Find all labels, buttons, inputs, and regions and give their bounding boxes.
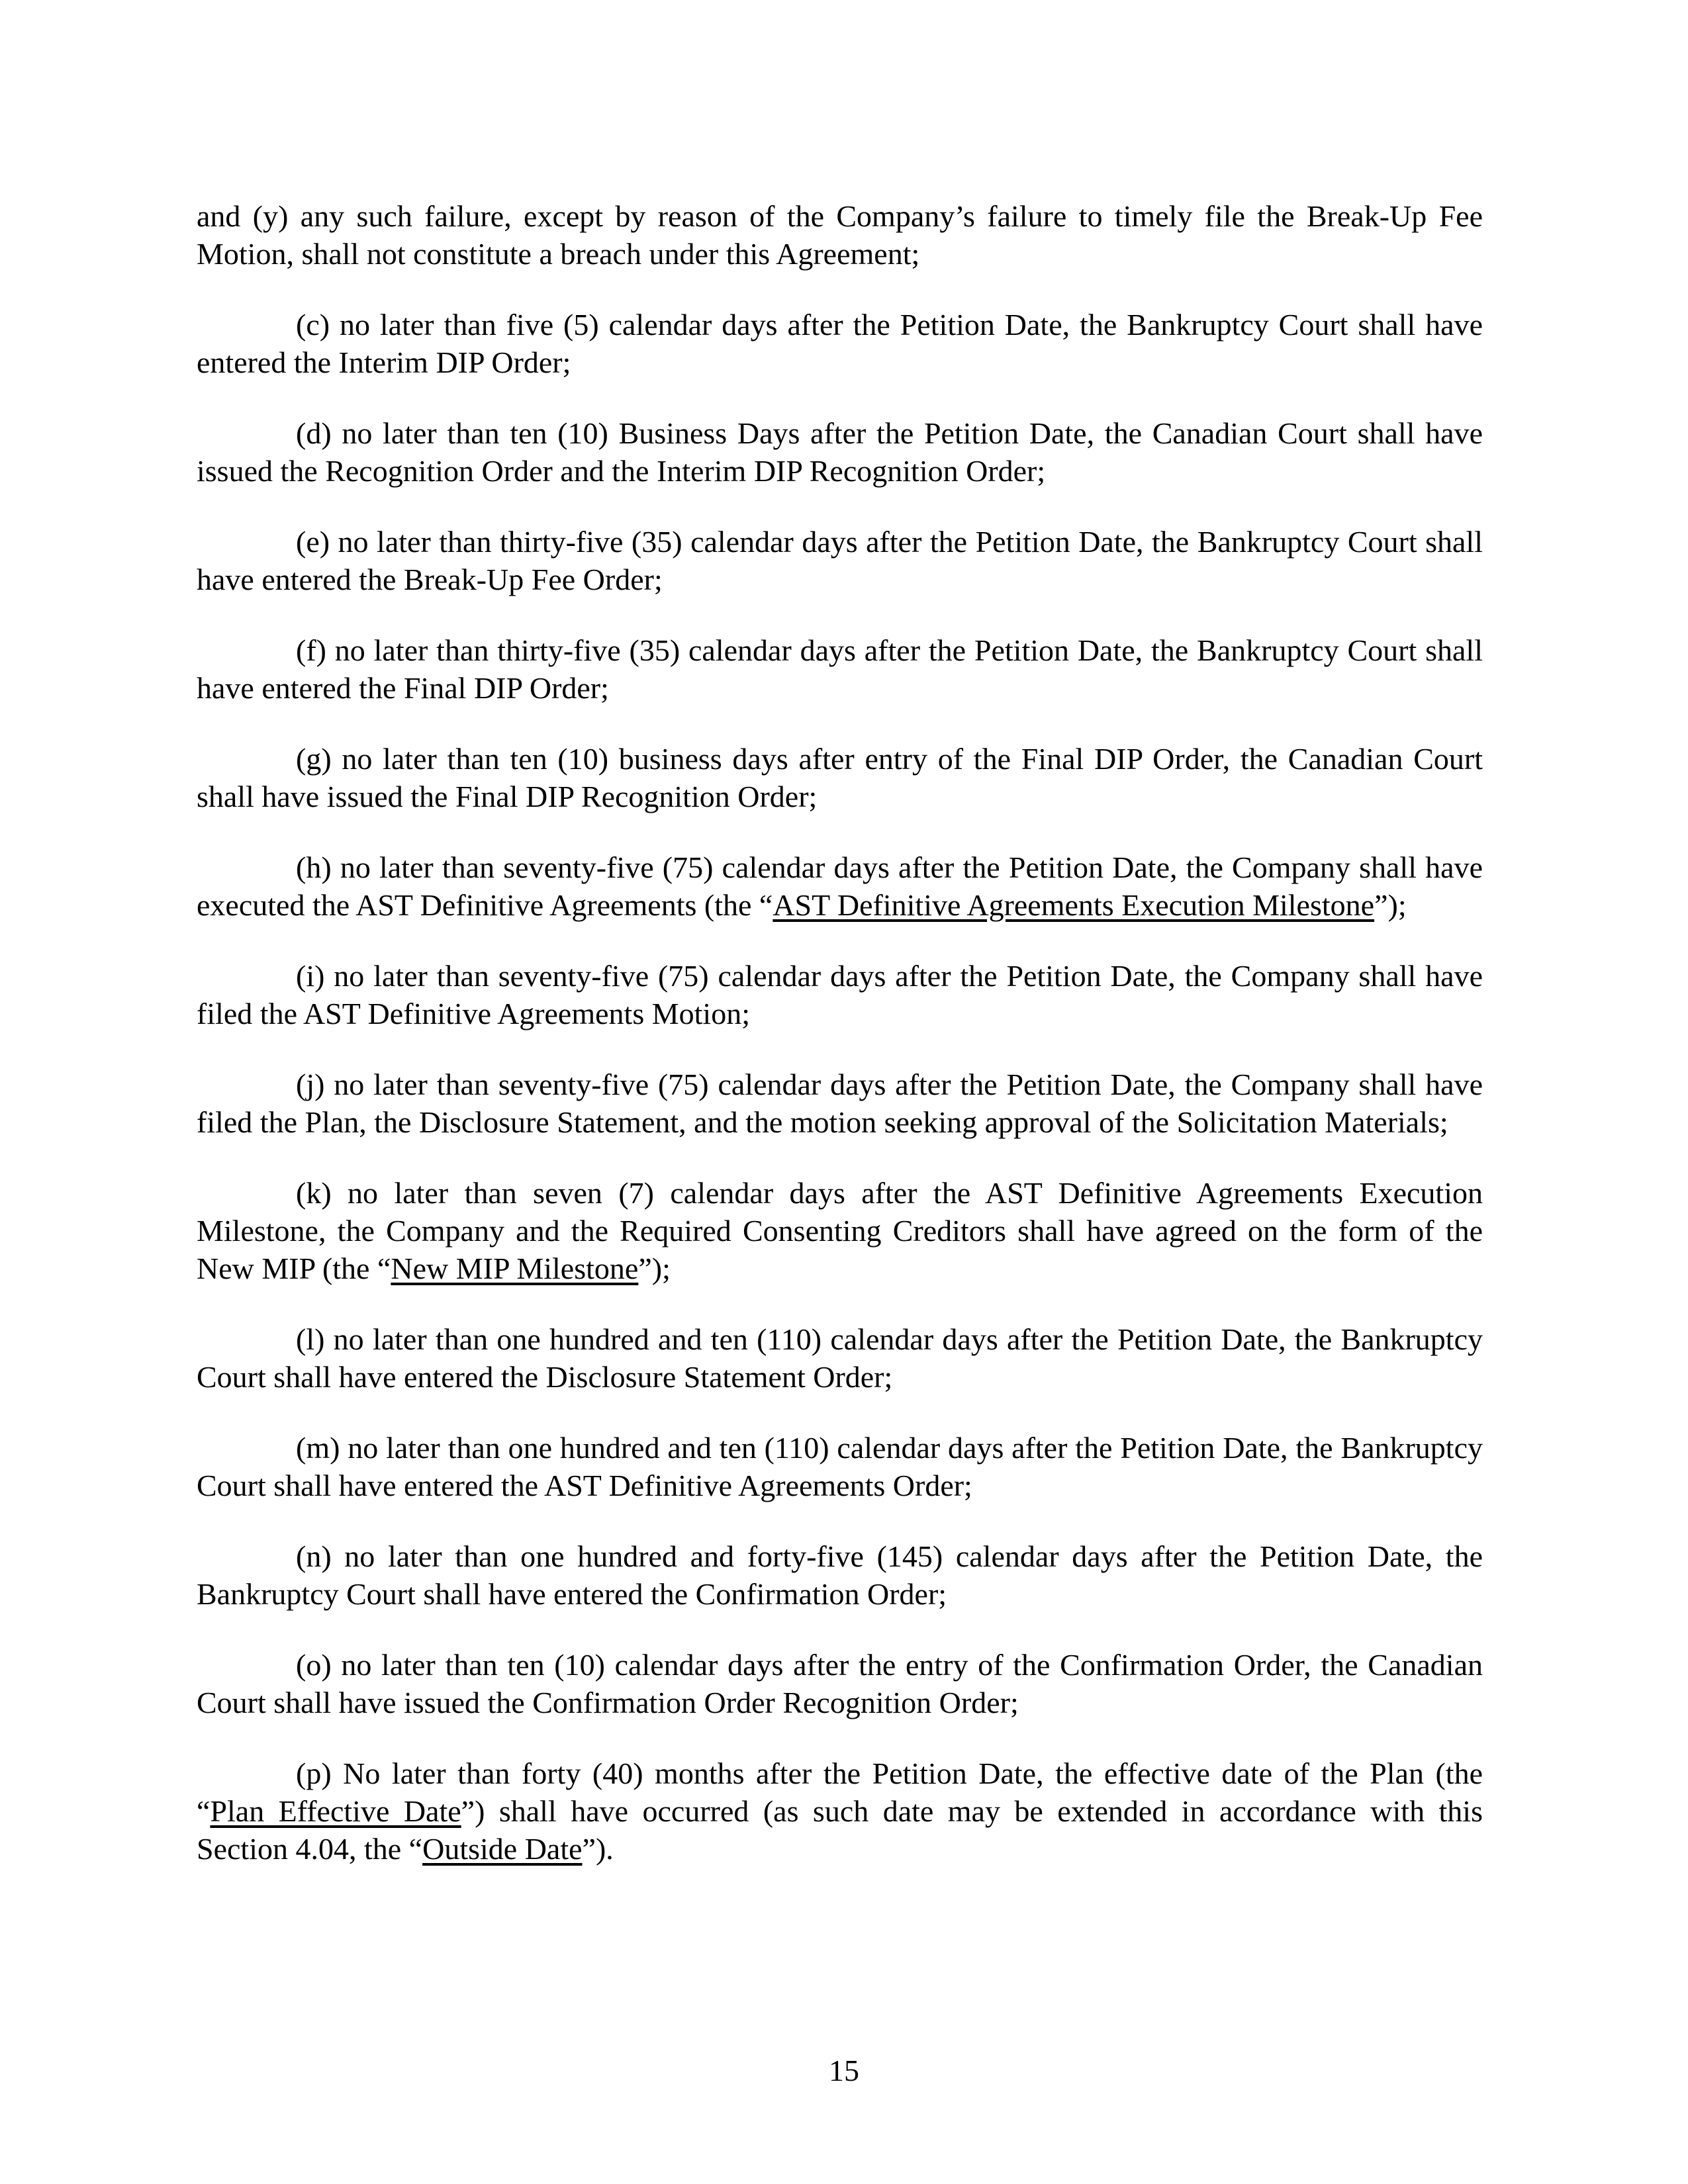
paragraph-p-middle: ”) shall have occurred (as such date may be extended in accordance with this Section 4.04, the “ — [197, 1794, 1483, 1866]
document-body — [197, 197, 1483, 1901]
defined-term-new-mip-milestone: New MIP Milestone — [391, 1251, 639, 1285]
paragraph-m: (m) no later than one hundred and ten (110) calendar days after the Petition Date, the Bankruptcy Court shall have entered the AST Definitive Agreements Order; — [197, 1431, 1483, 1502]
paragraph-h — [197, 848, 1483, 924]
defined-term-plan-effective-date: Plan Effective Date — [210, 1794, 461, 1828]
paragraph-o: (o) no later than ten (10) calendar days after the entry of the Confirmation Order, the Canadian Court shall have issued the Confirmation Order Recognition Order; — [197, 1648, 1483, 1719]
defined-term-ast-execution-milestone: AST Definitive Agreements Execution Milestone — [773, 888, 1375, 922]
paragraph-h-end: ”); — [1374, 888, 1407, 922]
paragraph-j: (j) no later than seventy-five (75) calendar days after the Petition Date, the Company shall have filed the Plan, the Disclosure Statement, and the motion seeking approval of the Solicitation Materials; — [197, 1068, 1483, 1139]
paragraph-h-text: (h) no later than seventy-five (75) calendar days after the Petition Date, the Company shall have executed the AST Definitive Agreements (the “ — [197, 850, 1483, 922]
paragraph-n: (n) no later than one hundred and forty-five (145) calendar days after the Petition Date, the Bankruptcy Court shall have entered the Confirmation Order; — [197, 1539, 1483, 1611]
paragraph-continuation: and (y) any such failure, except by reason of the Company’s failure to timely file the Break-Up Fee Motion, shall not constitute a breach under this Agreement; — [197, 199, 1483, 271]
paragraph-l: (l) no later than one hundred and ten (110) calendar days after the Petition Date, the Bankruptcy Court shall have entered the Disclosure Statement Order; — [197, 1322, 1483, 1394]
paragraph-e: (e) no later than thirty-five (35) calendar days after the Petition Date, the Bankruptcy Court shall have entered the Break-Up Fee Order; — [197, 525, 1483, 596]
paragraph-k — [197, 1174, 1483, 1287]
paragraph-p — [197, 1754, 1483, 1868]
defined-term-outside-date: Outside Date — [422, 1832, 583, 1866]
paragraph-g: (g) no later than ten (10) business days after entry of the Final DIP Order, the Canadian Court shall have issued the Final DIP Recognition Order; — [197, 742, 1483, 813]
paragraph-f: (f) no later than thirty-five (35) calendar days after the Petition Date, the Bankruptcy Court shall have entered the Final DIP Order; — [197, 633, 1483, 705]
paragraph-i: (i) no later than seventy-five (75) calendar days after the Petition Date, the Company shall have filed the AST Definitive Agreements Motion; — [197, 959, 1483, 1030]
paragraph-c: (c) no later than five (5) calendar days after the Petition Date, the Bankruptcy Court shall have entered the Interim DIP Order; — [197, 308, 1483, 379]
paragraph-k-end: ”); — [638, 1251, 671, 1285]
page-number: 15 — [829, 2054, 859, 2087]
paragraph-k-text: (k) no later than seven (7) calendar days after the AST Definitive Agreements Execution Milestone, the Company and the Required Consenting Creditors shall have agreed on the form of the New MIP (the “ — [197, 1176, 1483, 1285]
paragraph-p-end: ”). — [582, 1832, 614, 1866]
paragraph-p-text: (p) No later than forty (40) months after the Petition Date, the effective date of the Plan (the “ — [197, 1756, 1483, 1828]
paragraph-d: (d) no later than ten (10) Business Days after the Petition Date, the Canadian Court shall have issued the Recognition Order and the Interim DIP Recognition Order; — [197, 416, 1483, 488]
